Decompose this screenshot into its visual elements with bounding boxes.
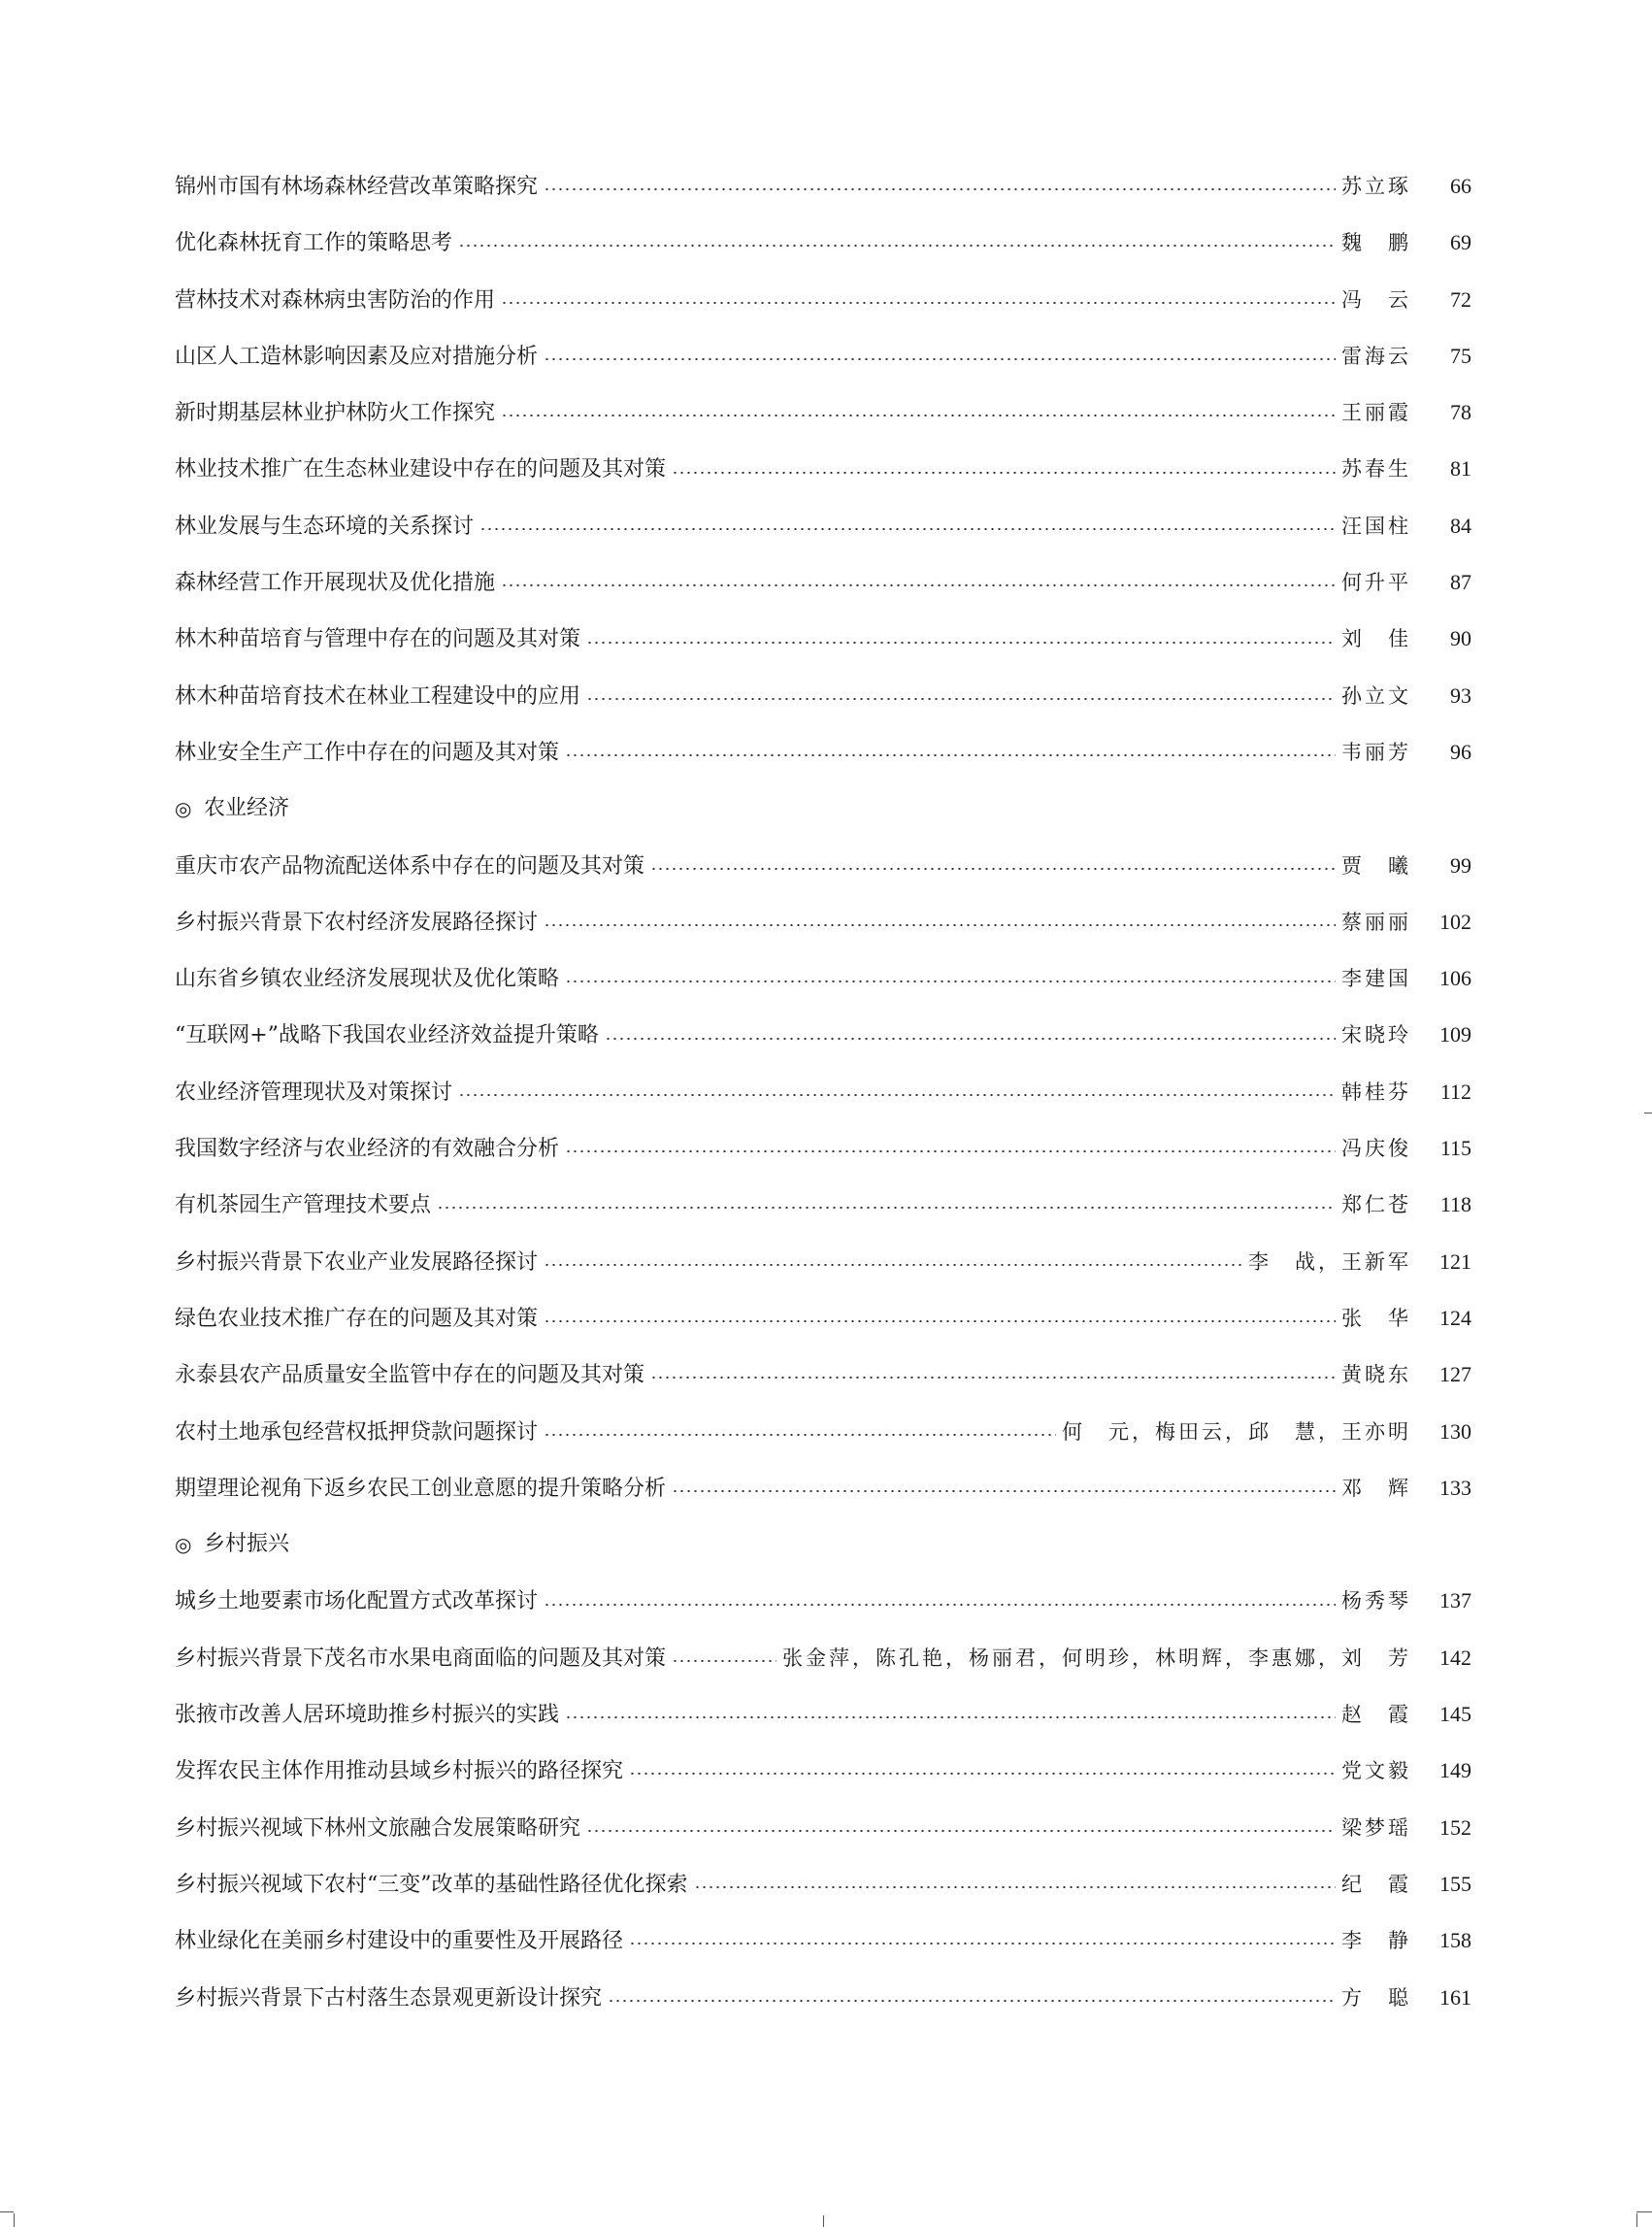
entry-page-number: 69 [1450,230,1471,255]
entry-title: 我国数字经济与农业经济的有效融合分析 [175,1137,560,1162]
entry-authors: 汪国柱 [1341,514,1411,538]
toc-entry[interactable] [175,1404,1471,1460]
entry-page-number: 152 [1439,1814,1471,1840]
entry-title: 森林经营工作开展现状及优化措施 [175,571,496,596]
dot-leader [672,1660,776,1662]
entry-authors: 赵 霞 [1341,1703,1411,1727]
crop-mark [823,2215,824,2227]
toc-entry[interactable] [175,1177,1471,1233]
dot-leader [544,188,1336,190]
toc-entry[interactable] [175,1290,1471,1346]
dot-leader [650,868,1336,870]
entry-authors: 韩桂芬 [1341,1080,1411,1104]
section-heading [175,1516,1471,1573]
toc-entry[interactable] [175,1686,1471,1743]
entry-page-number: 145 [1439,1702,1471,1727]
dot-leader [565,1716,1336,1718]
dot-leader [437,1207,1336,1209]
entry-page-number: 112 [1439,1079,1471,1104]
toc-entry[interactable] [175,158,1471,215]
entry-title: 乡村振兴背景下农村经济发展路径探讨 [175,910,539,935]
entry-title: 张掖市改善人居环境助推乡村振兴的实践 [175,1703,560,1728]
toc-entry[interactable] [175,724,1471,781]
toc-entry[interactable] [175,1234,1471,1290]
toc-entry[interactable] [175,1856,1471,1912]
entry-title: 发挥农民主体作用推动县域乡村振兴的路径探究 [175,1759,624,1784]
toc-entry[interactable] [175,1912,1471,1969]
entry-authors: 李建国 [1341,967,1411,991]
entry-title: 林业发展与生态环境的关系探讨 [175,514,475,539]
entry-title: 山东省乡镇农业经济发展现状及优化策略 [175,967,560,992]
entry-title: 乡村振兴背景下古村落生态景观更新设计探究 [175,1985,603,2011]
toc-entry[interactable] [175,441,1471,497]
entry-authors: 贾 曦 [1341,853,1411,878]
entry-page-number: 106 [1439,966,1471,991]
entry-page-number: 137 [1439,1588,1471,1613]
dot-leader [565,754,1336,756]
entry-page-number: 72 [1450,286,1471,312]
toc-entry[interactable] [175,1007,1471,1063]
entry-authors: 李 静 [1341,1929,1411,1953]
section-title: 农业经济 [204,796,290,821]
toc-entry[interactable] [175,1460,1471,1516]
entry-authors: 党文毅 [1341,1759,1411,1783]
entry-title: 乡村振兴视域下农村“三变”改革的基础性路径优化探索 [175,1872,688,1897]
toc-entry[interactable] [175,611,1471,667]
entry-title: 重庆市农产品物流配送体系中存在的问题及其对策 [175,853,645,879]
entry-authors: 纪 霞 [1341,1872,1411,1896]
entry-page-number: 142 [1439,1645,1471,1670]
entry-title: 期望理论视角下返乡农民工创业意愿的提升策略分析 [175,1476,667,1501]
toc-entry[interactable] [175,668,1471,724]
toc-entry[interactable] [175,1346,1471,1403]
entry-authors: 韦丽芳 [1341,740,1411,764]
dot-leader [586,642,1336,644]
dot-leader [458,1094,1336,1096]
dot-leader [544,924,1336,926]
entry-authors: 刘 佳 [1341,627,1411,651]
entry-authors: 何升平 [1341,571,1411,595]
entry-title: 林业技术推广在生态林业建设中存在的问题及其对策 [175,457,667,482]
entry-page-number: 121 [1439,1248,1471,1274]
entry-authors: 何 元，梅田云，邱 慧，王亦明 [1062,1419,1411,1444]
entry-title: 乡村振兴背景下农业产业发展路径探讨 [175,1249,539,1275]
entry-authors: 苏立琢 [1341,175,1411,198]
toc-entry[interactable] [175,1743,1471,1799]
dot-leader [544,1434,1056,1436]
dot-leader [565,1150,1336,1152]
entry-page-number: 78 [1450,400,1471,425]
entry-page-number: 115 [1439,1136,1471,1161]
toc-entry[interactable] [175,384,1471,441]
entry-title: 营林技术对森林病虫害防治的作用 [175,287,496,313]
entry-title: 农村土地承包经营权抵押贷款问题探讨 [175,1419,539,1445]
entry-page-number: 93 [1450,682,1471,708]
toc-entry[interactable] [175,554,1471,611]
toc-entry[interactable] [175,1800,1471,1856]
entry-authors: 李 战，王新军 [1248,1249,1411,1274]
entry-page-number: 102 [1439,909,1471,934]
entry-page-number: 84 [1450,513,1471,538]
entry-title: 锦州市国有林场森林经营改革策略探究 [175,175,539,199]
dot-leader [544,358,1336,360]
toc-entry[interactable] [175,1630,1471,1686]
entry-page-number: 118 [1439,1192,1471,1217]
dot-leader [458,245,1336,247]
dot-leader [586,698,1336,700]
section-heading [175,781,1471,837]
entry-page-number: 87 [1450,570,1471,595]
dot-leader [544,1320,1336,1322]
entry-page-number: 133 [1439,1475,1471,1500]
dot-leader [694,1886,1337,1888]
double-circle-icon: ◎ [175,797,192,821]
entry-authors: 梁梦瑶 [1341,1815,1411,1840]
entry-authors: 苏春生 [1341,457,1411,482]
entry-page-number: 130 [1439,1418,1471,1444]
dot-leader [586,1830,1336,1832]
entry-title: “互联网+”战略下我国农业经济效益提升策略 [175,1023,599,1048]
toc-entry[interactable] [175,1573,1471,1629]
entry-authors: 邓 辉 [1341,1476,1411,1500]
toc-entry[interactable] [175,894,1471,950]
toc-entry[interactable] [175,838,1471,894]
entry-authors: 冯 云 [1341,287,1411,312]
dot-leader [608,2000,1336,2002]
toc-entry[interactable] [175,498,1471,554]
dot-leader [501,302,1336,304]
crop-mark [0,2211,14,2212]
dot-leader [501,415,1336,416]
entry-page-number: 90 [1450,626,1471,651]
toc-entry[interactable] [175,328,1471,384]
entry-title: 绿色农业技术推广存在的问题及其对策 [175,1306,539,1331]
entry-page-number: 149 [1439,1758,1471,1783]
entry-title: 林业安全生产工作中存在的问题及其对策 [175,740,560,765]
dot-leader [605,1038,1336,1040]
entry-title: 乡村振兴视域下林州文旅融合发展策略研究 [175,1815,581,1841]
entry-authors: 雷海云 [1341,344,1411,368]
entry-title: 乡村振兴背景下茂名市水果电商面临的问题及其对策 [175,1645,667,1671]
dot-leader [565,981,1336,982]
table-of-contents [175,158,1471,2026]
entry-title: 林木种苗培育与管理中存在的问题及其对策 [175,627,581,652]
toc-entry[interactable] [175,1064,1471,1120]
entry-authors: 张 华 [1341,1306,1411,1330]
toc-entry[interactable] [175,215,1471,271]
dot-leader [672,472,1336,474]
entry-authors: 张金萍，陈孔艳，杨丽君，何明珍，林明辉，李惠娜，刘 芳 [782,1645,1411,1670]
entry-authors: 郑仁苍 [1341,1193,1411,1217]
dot-leader [629,1943,1336,1944]
entry-title: 有机茶园生产管理技术要点 [175,1193,432,1218]
toc-entry[interactable] [175,950,1471,1007]
entry-title: 林木种苗培育技术在林业工程建设中的应用 [175,683,581,709]
entry-authors: 方 聪 [1341,1985,1411,2010]
entry-page-number: 75 [1450,343,1471,368]
dot-leader [479,528,1336,530]
entry-page-number: 96 [1450,739,1471,764]
entry-title: 优化森林抚育工作的策略思考 [175,231,453,256]
entry-page-number: 155 [1439,1871,1471,1896]
entry-authors: 王丽霞 [1341,401,1411,425]
crop-mark [1636,2211,1652,2212]
dot-leader [501,584,1336,586]
toc-entry[interactable] [175,272,1471,328]
toc-entry[interactable] [175,1970,1471,2026]
crop-mark [1636,2213,1637,2227]
entry-title: 永泰县农产品质量安全监管中存在的问题及其对策 [175,1363,645,1388]
entry-page-number: 99 [1450,852,1471,878]
entry-authors: 孙立文 [1341,683,1411,708]
entry-title: 山区人工造林影响因素及应对措施分析 [175,344,539,369]
crop-mark [1644,1113,1652,1114]
section-title: 乡村振兴 [204,1532,290,1557]
entry-authors: 杨秀琴 [1341,1589,1411,1613]
entry-page-number: 81 [1450,456,1471,482]
entry-title: 城乡土地要素市场化配置方式改革探讨 [175,1589,539,1614]
dot-leader [544,1264,1242,1266]
dot-leader [544,1604,1336,1606]
entry-page-number: 109 [1439,1022,1471,1047]
entry-page-number: 66 [1450,174,1471,198]
entry-title: 农业经济管理现状及对策探讨 [175,1080,453,1105]
entry-authors: 蔡丽丽 [1341,910,1411,934]
entry-authors: 宋晓玲 [1341,1023,1411,1047]
entry-title: 新时期基层林业护林防火工作探究 [175,401,496,426]
entry-page-number: 161 [1439,1984,1471,2010]
entry-authors: 魏 鹏 [1341,231,1411,255]
entry-title: 林业绿化在美丽乡村建设中的重要性及开展路径 [175,1929,624,1954]
entry-authors: 冯庆俊 [1341,1137,1411,1161]
dot-leader [672,1490,1336,1492]
dot-leader [629,1773,1336,1775]
dot-leader [650,1377,1336,1379]
crop-mark [14,2213,15,2227]
entry-page-number: 124 [1439,1305,1471,1330]
entry-authors: 黄晓东 [1341,1363,1411,1387]
toc-entry[interactable] [175,1120,1471,1177]
entry-page-number: 127 [1439,1362,1471,1387]
double-circle-icon: ◎ [175,1533,192,1557]
entry-page-number: 158 [1439,1928,1471,1953]
